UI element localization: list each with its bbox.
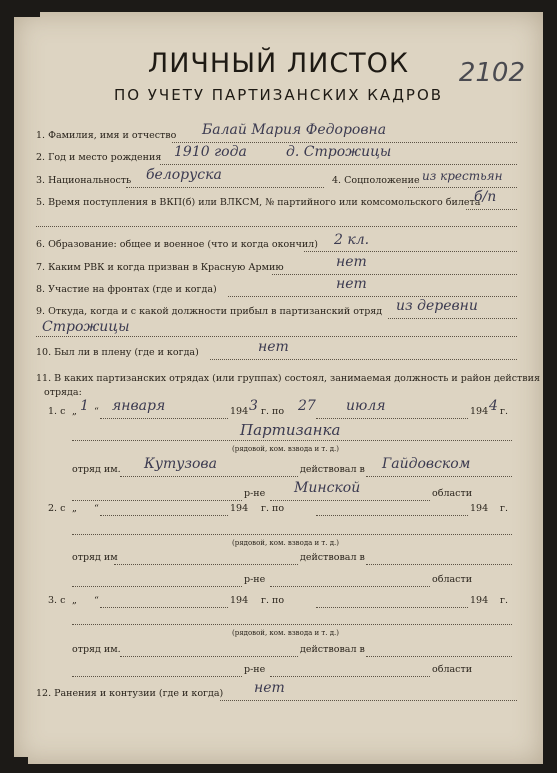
unit-1-otryad-line: [120, 476, 298, 477]
unit-2-position-caption: (рядовой, ком. взвода и т. д.): [232, 539, 340, 547]
unit-2-to-year-label: г.: [500, 503, 508, 514]
unit-1-acted-label: действовал в: [300, 464, 365, 475]
field-8-value: нет: [336, 276, 367, 292]
unit-1-from-day: 1: [80, 398, 89, 414]
field-3-line: [126, 187, 324, 188]
field-11-label-b: отряда:: [44, 387, 82, 398]
unit-1-position-caption: (рядовой, ком. взвода и т. д.): [232, 445, 340, 453]
unit-3-otryad-label: отряд им.: [72, 644, 121, 655]
torn-edge-bottom-left: [10, 757, 28, 767]
unit-2-acted-label: действовал в: [300, 552, 365, 563]
unit-1-to-year-suffix: 4: [489, 398, 498, 414]
unit-2-rayon-line: [270, 586, 430, 587]
unit-1-acted-line: [366, 476, 512, 477]
field-7-label: 7. Каким РВК и когда призван в Красную Армию: [36, 262, 284, 273]
field-4-value: из крестьян: [422, 169, 503, 183]
unit-1-to-year-prefix: 194: [470, 406, 489, 417]
unit-1-from-month: января: [112, 398, 166, 414]
unit-3-rayon-line-left: [72, 676, 242, 677]
unit-2-quote-close: “: [94, 503, 99, 514]
torn-edge-top-left: [10, 8, 40, 17]
field-1-value: Балай Мария Федоровна: [202, 122, 387, 138]
unit-1-from-year-suffix: 3: [249, 398, 258, 414]
field-1-label: 1. Фамилия, имя и отчество: [36, 130, 177, 141]
unit-3-from-year-prefix: 194: [230, 595, 249, 606]
field-6-line: [304, 251, 517, 252]
unit-1-rayon-label: р-не: [244, 488, 266, 499]
field-5-line: [466, 209, 517, 210]
unit-2-from-year-label: г. по: [261, 503, 285, 514]
field-8-line: [228, 296, 517, 297]
field-4-label: 4. Соцположение: [332, 175, 420, 186]
field-2-year: 1910 года: [174, 144, 247, 160]
unit-1-acted-value: Гайдовском: [382, 456, 471, 472]
field-5-value: б/п: [474, 189, 497, 205]
field-2-line: [160, 164, 517, 165]
unit-3-from-month-line: [100, 607, 228, 608]
unit-2-otryad-label: отряд им: [72, 552, 118, 563]
unit-1-to-day: 27: [298, 398, 316, 414]
field-11-label: 11. В каких партизанских отрядах (или группах) состоял, занимаемая должность и район действия: [36, 373, 540, 384]
field-3-value: белоруска: [146, 167, 222, 183]
field-7-value: нет: [336, 254, 367, 270]
unit-1-to-month: июля: [346, 398, 386, 414]
unit-3-num: 3. с: [48, 595, 66, 606]
unit-2-rayon-label: р-не: [244, 574, 266, 585]
unit-1-rayon-line: [270, 500, 430, 501]
unit-3-acted-line: [366, 656, 512, 657]
unit-3-position-line: [72, 624, 512, 625]
unit-2-to-month-line: [316, 515, 468, 516]
field-2-place: д. Строжицы: [286, 144, 392, 160]
field-6-label: 6. Образование: общее и военное (что и когда окончил): [36, 239, 318, 250]
unit-1-rayon-line-left: [72, 500, 242, 501]
field-3-label: 3. Национальность: [36, 175, 132, 186]
unit-2-num: 2. с: [48, 503, 66, 514]
field-9-line: [388, 318, 517, 319]
unit-2-otryad-line: [114, 564, 298, 565]
field-9-value-a: из деревни: [396, 298, 478, 314]
field-1-line: [172, 142, 517, 143]
unit-1-to-year-label: г.: [500, 406, 508, 417]
field-4-line: [408, 187, 517, 188]
unit-1-quote-close: “: [94, 406, 99, 417]
unit-1-to-month-line: [316, 418, 468, 419]
unit-2-to-year-prefix: 194: [470, 503, 489, 514]
unit-3-quote-close: “: [94, 595, 99, 606]
field-5-line-2: [36, 226, 517, 227]
unit-2-from-year-prefix: 194: [230, 503, 249, 514]
unit-1-position-line: [72, 440, 512, 441]
unit-1-from-year-prefix: 194: [230, 406, 249, 417]
form-title: ЛИЧНЫЙ ЛИСТОК: [147, 48, 410, 79]
unit-2-rayon-line-left: [72, 586, 242, 587]
unit-3-from-year-label: г. по: [261, 595, 285, 606]
field-10-line: [210, 359, 517, 360]
unit-1-from-month-line: [100, 418, 228, 419]
unit-3-to-year-label: г.: [500, 595, 508, 606]
form-sheet: [14, 12, 543, 764]
unit-2-acted-line: [366, 564, 512, 565]
archive-number: 2102: [458, 58, 525, 88]
unit-3-to-year-prefix: 194: [470, 595, 489, 606]
unit-1-oblast-label: области: [432, 488, 473, 499]
unit-1-from-year-label: г. по: [261, 406, 285, 417]
unit-2-oblast-label: области: [432, 574, 473, 585]
unit-3-quote-open: „: [72, 595, 77, 606]
field-8-label: 8. Участие на фронтах (где и когда): [36, 284, 217, 295]
field-12-line: [220, 700, 517, 701]
field-9-label: 9. Откуда, когда и с какой должности прибыл в партизанский отряд: [36, 306, 383, 317]
unit-1-rayon-value: Минской: [294, 480, 361, 496]
field-9-line-2: [36, 336, 517, 337]
field-10-label: 10. Был ли в плену (где и когда): [36, 347, 199, 358]
unit-3-position-caption: (рядовой, ком. взвода и т. д.): [232, 629, 340, 637]
unit-1-quote-open: „: [72, 406, 77, 417]
field-9-value-b: Строжицы: [42, 319, 130, 335]
unit-2-quote-open: „: [72, 503, 77, 514]
unit-1-num: 1. с: [48, 406, 66, 417]
unit-3-oblast-label: области: [432, 664, 473, 675]
field-2-label: 2. Год и место рождения: [36, 152, 162, 163]
field-6-value: 2 кл.: [334, 232, 370, 248]
field-10-value: нет: [258, 339, 289, 355]
unit-2-from-month-line: [100, 515, 228, 516]
unit-3-to-month-line: [316, 607, 468, 608]
form-subtitle: ПО УЧЕТУ ПАРТИЗАНСКИХ КАДРОВ: [113, 86, 444, 104]
unit-1-otryad-value: Кутузова: [144, 456, 217, 472]
field-5-label: 5. Время поступления в ВКП(б) или ВЛКСМ, № партийного или комсомольского билета: [36, 197, 481, 208]
unit-3-acted-label: действовал в: [300, 644, 365, 655]
unit-3-rayon-line: [270, 676, 430, 677]
unit-3-otryad-line: [120, 656, 298, 657]
field-12-value: нет: [254, 680, 285, 696]
unit-1-position-value: Партизанка: [240, 421, 341, 439]
field-7-line: [272, 274, 517, 275]
unit-2-position-line: [72, 534, 512, 535]
unit-1-otryad-label: отряд им.: [72, 464, 121, 475]
unit-3-rayon-label: р-не: [244, 664, 266, 675]
field-12-label: 12. Ранения и контузии (где и когда): [36, 688, 224, 699]
